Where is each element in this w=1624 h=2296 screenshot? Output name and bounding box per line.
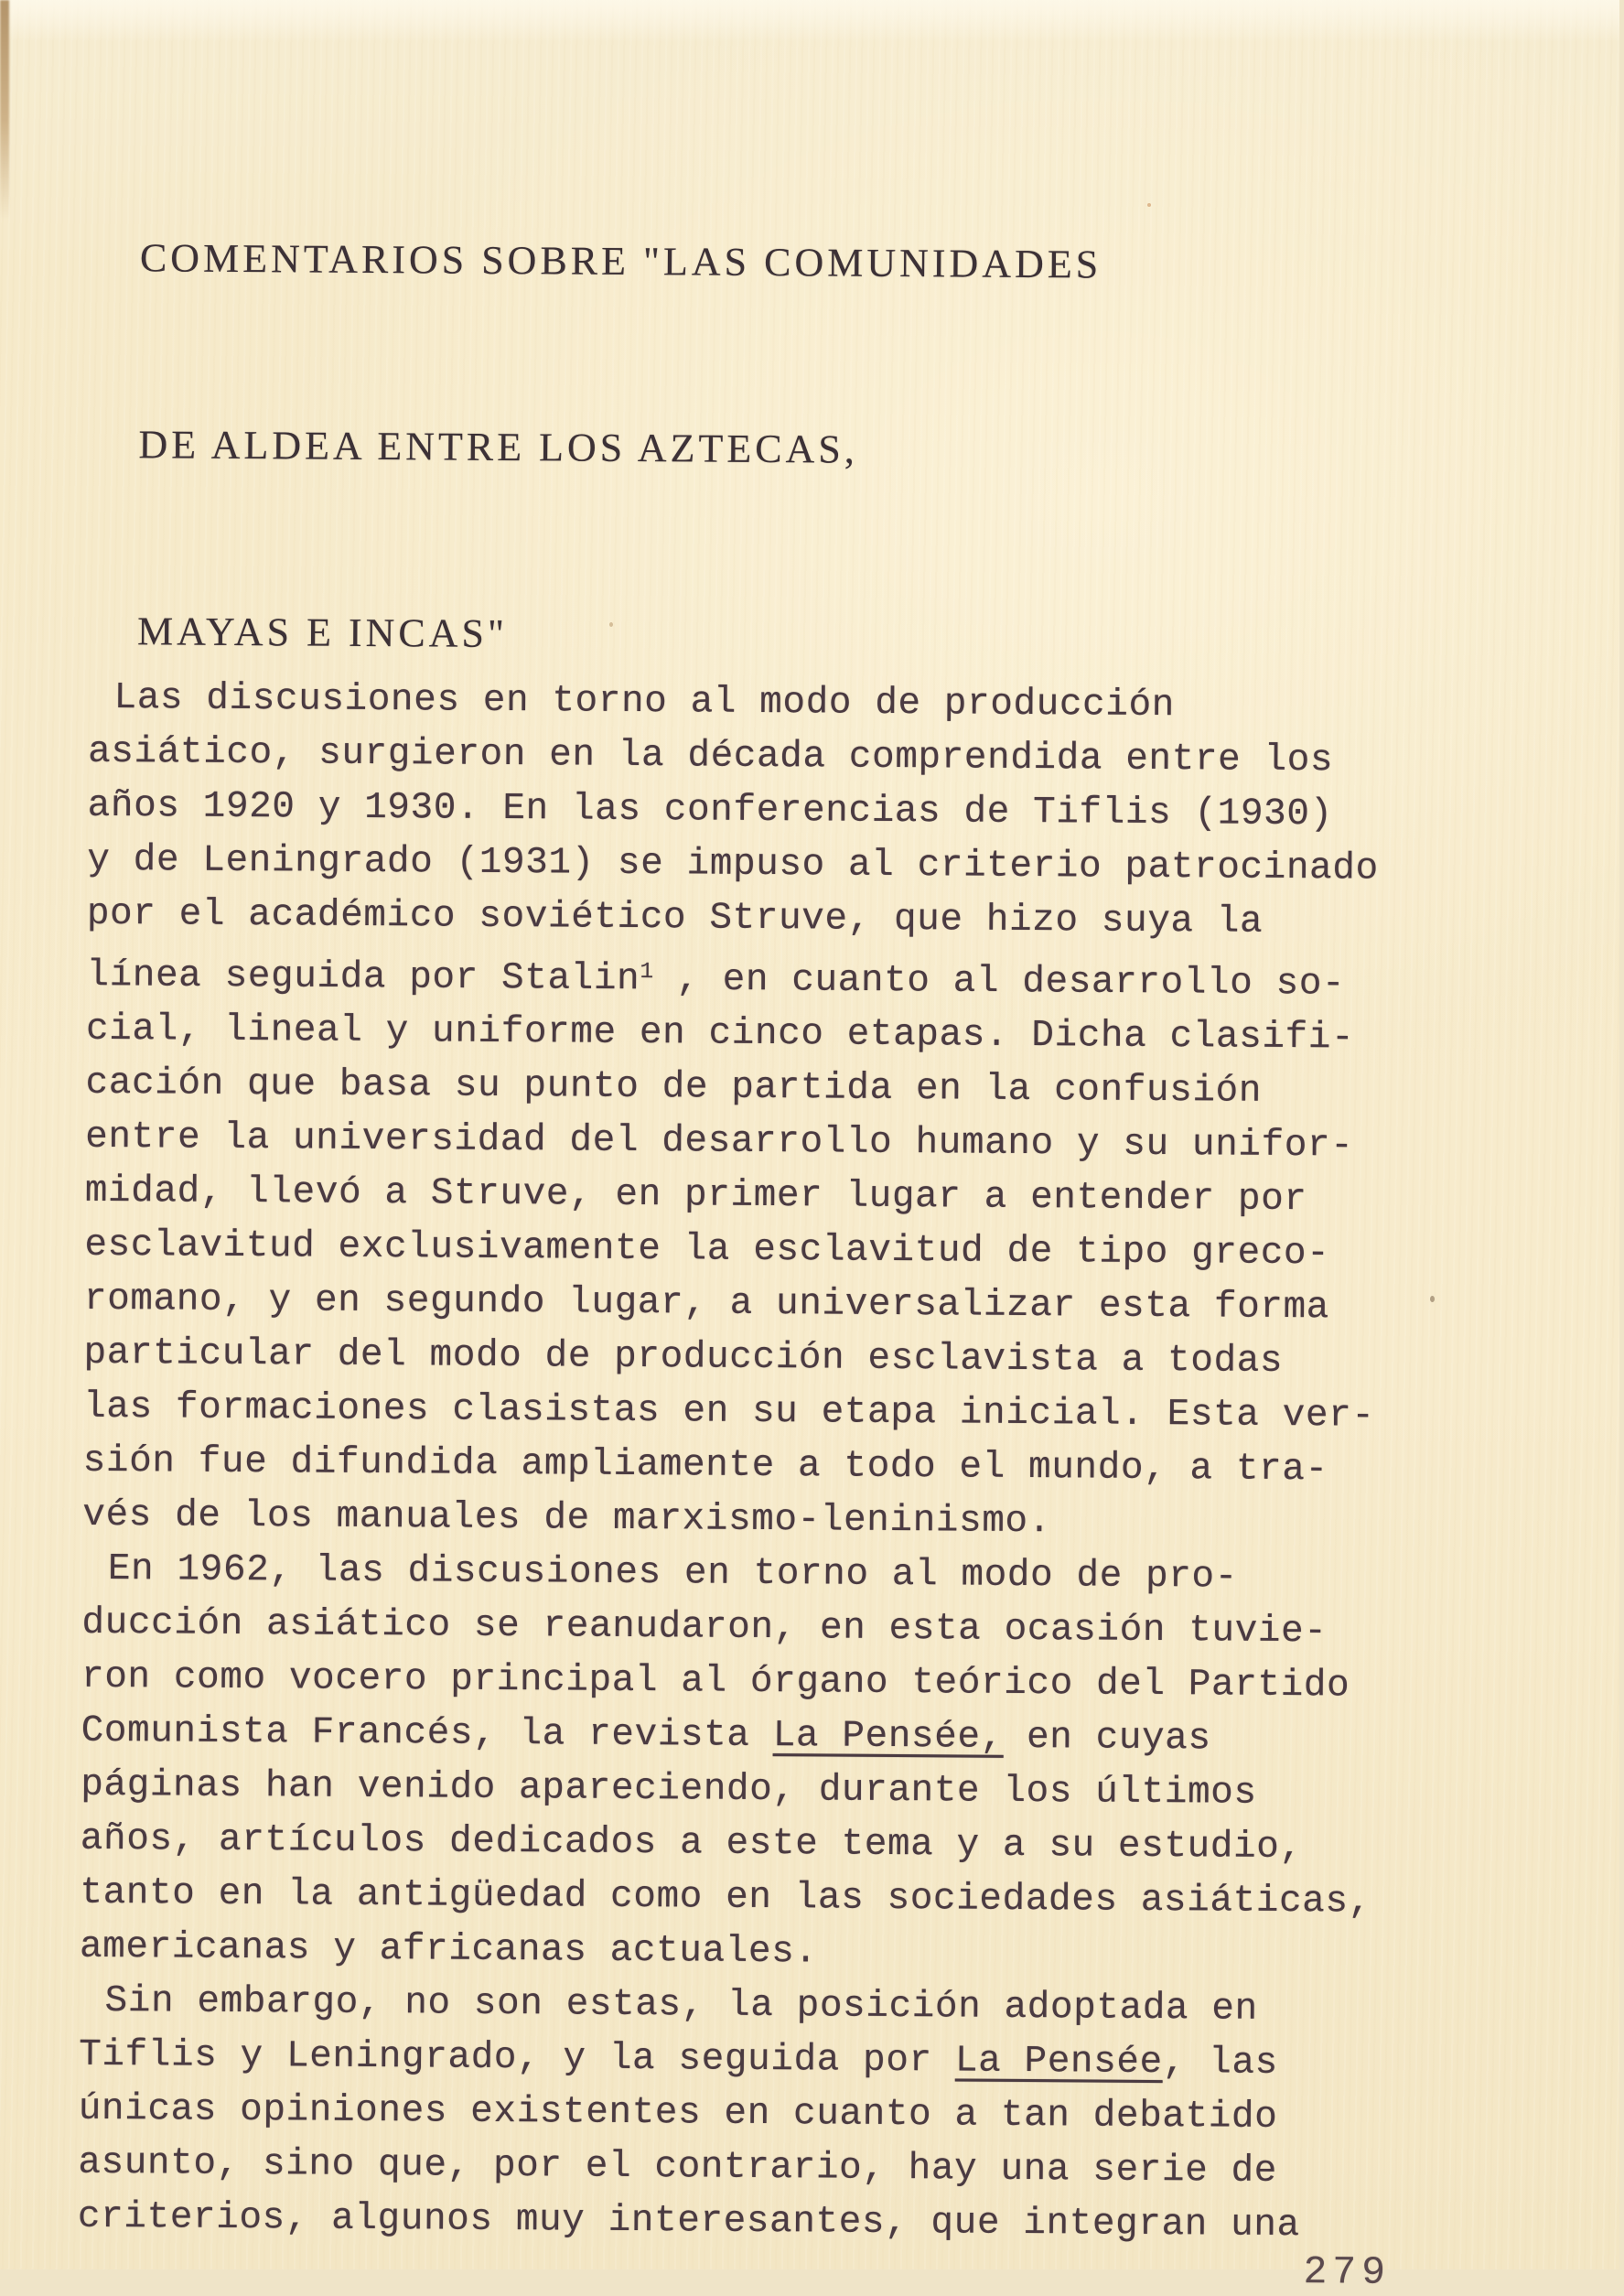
text-segment: en cuyas — [1003, 1717, 1211, 1761]
text-line — [85, 1165, 1377, 1228]
text-line — [81, 1813, 1372, 1876]
text-line — [88, 780, 1380, 843]
text-segment: únicas opiniones existentes en cuanto a tan debatido — [78, 2088, 1278, 2140]
text-line — [81, 1759, 1372, 1822]
title-line: MAYAS E INCAS" — [136, 609, 509, 657]
text-line — [86, 1003, 1378, 1066]
title-line: COMENTARIOS SOBRE "LAS COMUNIDADES — [139, 235, 1102, 287]
text-segment: Las discusiones en torno al modo de producción — [113, 677, 1176, 728]
body-text — [78, 672, 1380, 2254]
text-segment: Sin embargo, no son estas, la posición adoptada en — [104, 1980, 1258, 2032]
text-segment: por el académico soviético Struve, que hizo suya la — [86, 892, 1264, 943]
text-segment: americanas y africanas actuales. — [79, 1926, 818, 1974]
text-line — [84, 1273, 1376, 1336]
text-line — [87, 888, 1379, 951]
text-line — [80, 1921, 1371, 1984]
text-segment: romano, y en segundo lugar, a universalizar esta forma — [83, 1278, 1330, 1330]
page-number: 279 — [1303, 2249, 1392, 2295]
footnote-marker: 1 — [640, 960, 654, 986]
text-segment: Tiflis y Leningrado, y la seguida por — [79, 2034, 956, 2083]
underlined-text: La Pensée — [954, 2040, 1163, 2085]
text-segment: vés de los manuales de marxismo-leninismo. — [82, 1494, 1052, 1544]
text-segment: línea seguida por Stalin — [86, 954, 640, 1001]
text-line — [81, 1597, 1373, 1660]
text-segment: cación que basa su punto de partida en la confusión — [85, 1062, 1263, 1114]
text-line — [79, 1975, 1371, 2038]
text-segment: las formaciones clasistas en su etapa inicial. Esta ver- — [82, 1386, 1375, 1438]
text-segment: años, artículos dedicados a este tema y a su estudio, — [80, 1818, 1303, 1870]
text-line — [87, 834, 1379, 897]
underlined-text: La Pensée, — [772, 1715, 1004, 1760]
text-line — [78, 2137, 1370, 2200]
text-line — [83, 1381, 1375, 1444]
text-segment: particular del modo de producción esclavista a todas — [83, 1332, 1284, 1384]
text-line — [79, 2083, 1371, 2146]
text-segment: cial, lineal y uniforme en cinco etapas. Dicha clasifi- — [85, 1008, 1355, 1060]
text-line — [78, 2191, 1370, 2254]
text-segment: tanto en la antigüedad como en las sociedades asiáticas, — [80, 1872, 1372, 1924]
text-line — [85, 1111, 1377, 1174]
text-segment: esclavitud exclusivamente la esclavitud de tipo greco- — [84, 1224, 1330, 1276]
text-line — [82, 1489, 1374, 1552]
text-segment: años 1920 y 1930. En las conferencias de Tiflis (1930) — [87, 784, 1333, 836]
paper-speck — [609, 622, 613, 627]
text-line — [79, 2029, 1371, 2092]
text-line — [88, 672, 1380, 735]
text-segment: Comunista Francés, la revista — [81, 1710, 773, 1758]
text-segment: En 1962, las discusiones en torno al modo de pro- — [107, 1548, 1239, 1599]
text-line — [81, 1705, 1372, 1768]
text-segment: asunto, sino que, por el contrario, hay una serie de — [78, 2142, 1278, 2194]
text-segment: páginas han venido apareciendo, durante los últimos — [81, 1764, 1257, 1816]
text-line — [80, 1867, 1371, 1930]
text-segment: ron como vocero principal al órgano teórico del Partido — [81, 1656, 1350, 1708]
text-segment: midad, llevó a Struve, en primer lugar a entender por — [84, 1170, 1307, 1222]
text-segment: asiático, surgieron en la década comprendida entre los — [87, 730, 1334, 782]
paper-speck — [1430, 1296, 1435, 1302]
text-line — [86, 942, 1378, 1012]
text-segment: , en cuanto al desarrollo so- — [652, 958, 1346, 1006]
text-segment: , las — [1162, 2042, 1278, 2086]
text-line — [84, 1219, 1376, 1282]
text-line — [81, 1651, 1373, 1714]
text-line — [83, 1435, 1375, 1498]
text-segment: y de Leningrado (1931) se impuso al criterio patrocinado — [87, 838, 1379, 890]
text-line — [82, 1543, 1374, 1606]
paper-speck — [1147, 203, 1151, 207]
text-segment: sión fue difundida ampliamente a todo el mundo, a tra- — [82, 1440, 1328, 1492]
text-line — [85, 1057, 1377, 1120]
text-segment: entre la universidad del desarrollo humano y su unifor- — [85, 1116, 1354, 1168]
text-segment: criterios, algunos muy interesantes, que integran una — [77, 2196, 1300, 2247]
text-line — [83, 1327, 1375, 1390]
text-line — [88, 726, 1380, 789]
title-line: DE ALDEA ENTRE LOS AZTECAS, — [138, 422, 858, 472]
text-segment: ducción asiático se reanudaron, en esta ocasión tuvie- — [81, 1602, 1328, 1654]
